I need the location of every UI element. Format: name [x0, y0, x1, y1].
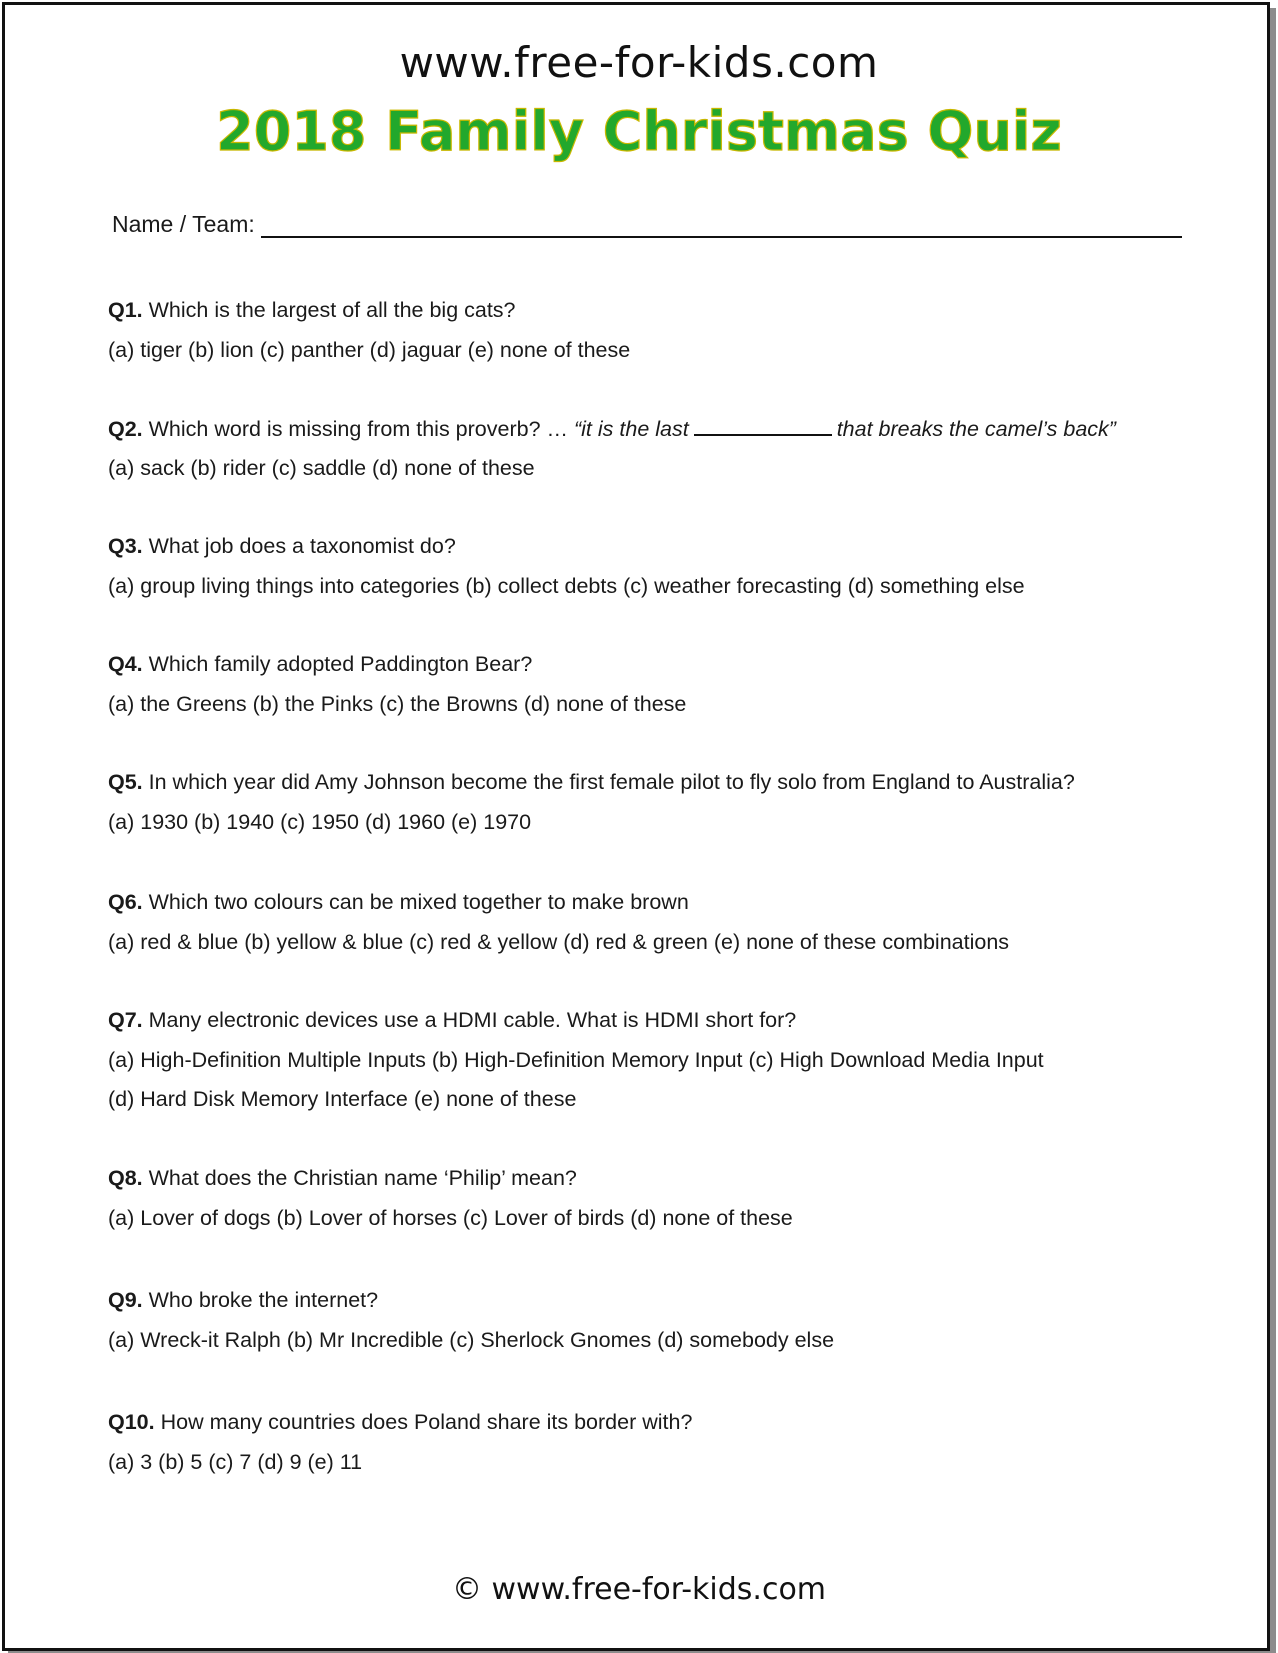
question-options: (a) Wreck-it Ralph (b) Mr Incredible (c) Sherlock Gnomes (d) somebody else: [108, 1328, 835, 1352]
site-url-header: www.free-for-kids.com: [399, 38, 879, 87]
question-number: Q7.: [108, 1008, 143, 1032]
question-1: [108, 296, 630, 364]
question-options-line-2: (d) Hard Disk Memory Interface (e) none of these: [108, 1087, 577, 1111]
quiz-title: 2018 Family Christmas Quiz: [216, 100, 1062, 163]
question-options: (a) group living things into categories (b) collect debts (c) weather forecasting (d) something else: [108, 574, 1025, 598]
question-10: [108, 1408, 692, 1476]
question-5: [108, 768, 1075, 836]
question-3: [108, 532, 1025, 600]
question-number: Q3.: [108, 534, 143, 558]
question-text: Many electronic devices use a HDMI cable. What is HDMI short for?: [148, 1008, 797, 1032]
question-number: Q8.: [108, 1166, 143, 1190]
question-options: (a) the Greens (b) the Pinks (c) the Browns (d) none of these: [108, 692, 687, 716]
name-team-row: [112, 210, 1182, 238]
question-text: What does the Christian name ‘Philip’ mean?: [148, 1166, 577, 1190]
question-options: (a) sack (b) rider (c) saddle (d) none of these: [108, 456, 535, 480]
question-number: Q4.: [108, 652, 143, 676]
question-number: Q1.: [108, 298, 143, 322]
question-2: [108, 414, 1116, 482]
question-4: [108, 650, 686, 718]
question-text: Which family adopted Paddington Bear?: [148, 652, 533, 676]
question-options: (a) Lover of dogs (b) Lover of horses (c) Lover of birds (d) none of these: [108, 1206, 793, 1230]
question-text: In which year did Amy Johnson become the first female pilot to fly solo from England to Australia?: [148, 770, 1075, 794]
question-8: [108, 1164, 793, 1232]
question-text: Which word is missing from this proverb? …: [148, 417, 569, 441]
question-options: (a) tiger (b) lion (c) panther (d) jaguar (e) none of these: [108, 338, 631, 362]
footer-copyright: © www.free-for-kids.com: [451, 1572, 827, 1607]
proverb-start: “it is the last: [574, 417, 689, 441]
proverb-blank: [694, 414, 832, 436]
question-6: [108, 888, 1009, 956]
question-number: Q5.: [108, 770, 143, 794]
question-number: Q9.: [108, 1288, 143, 1312]
question-number: Q10.: [108, 1410, 155, 1434]
question-text: Who broke the internet?: [148, 1288, 379, 1312]
name-team-label: Name / Team:: [112, 211, 255, 237]
question-number: Q6.: [108, 890, 143, 914]
question-options: (a) 1930 (b) 1940 (c) 1950 (d) 1960 (e) 1970: [108, 810, 532, 834]
question-text: Which two colours can be mixed together to make brown: [148, 890, 689, 914]
question-7: [108, 1006, 1044, 1113]
proverb-end: that breaks the camel’s back”: [836, 417, 1116, 441]
question-options: (a) 3 (b) 5 (c) 7 (d) 9 (e) 11: [108, 1450, 363, 1474]
name-team-answer-line[interactable]: [261, 210, 1182, 238]
question-9: [108, 1286, 834, 1354]
question-text: Which is the largest of all the big cats?: [148, 298, 516, 322]
question-text: What job does a taxonomist do?: [148, 534, 456, 558]
question-options: (a) High-Definition Multiple Inputs (b) High-Definition Memory Input (c) High Download Media Input: [108, 1048, 1044, 1072]
question-number: Q2.: [108, 417, 143, 441]
question-text: How many countries does Poland share its border with?: [160, 1410, 693, 1434]
question-options: (a) red & blue (b) yellow & blue (c) red & yellow (d) red & green (e) none of these combinations: [108, 930, 1010, 954]
